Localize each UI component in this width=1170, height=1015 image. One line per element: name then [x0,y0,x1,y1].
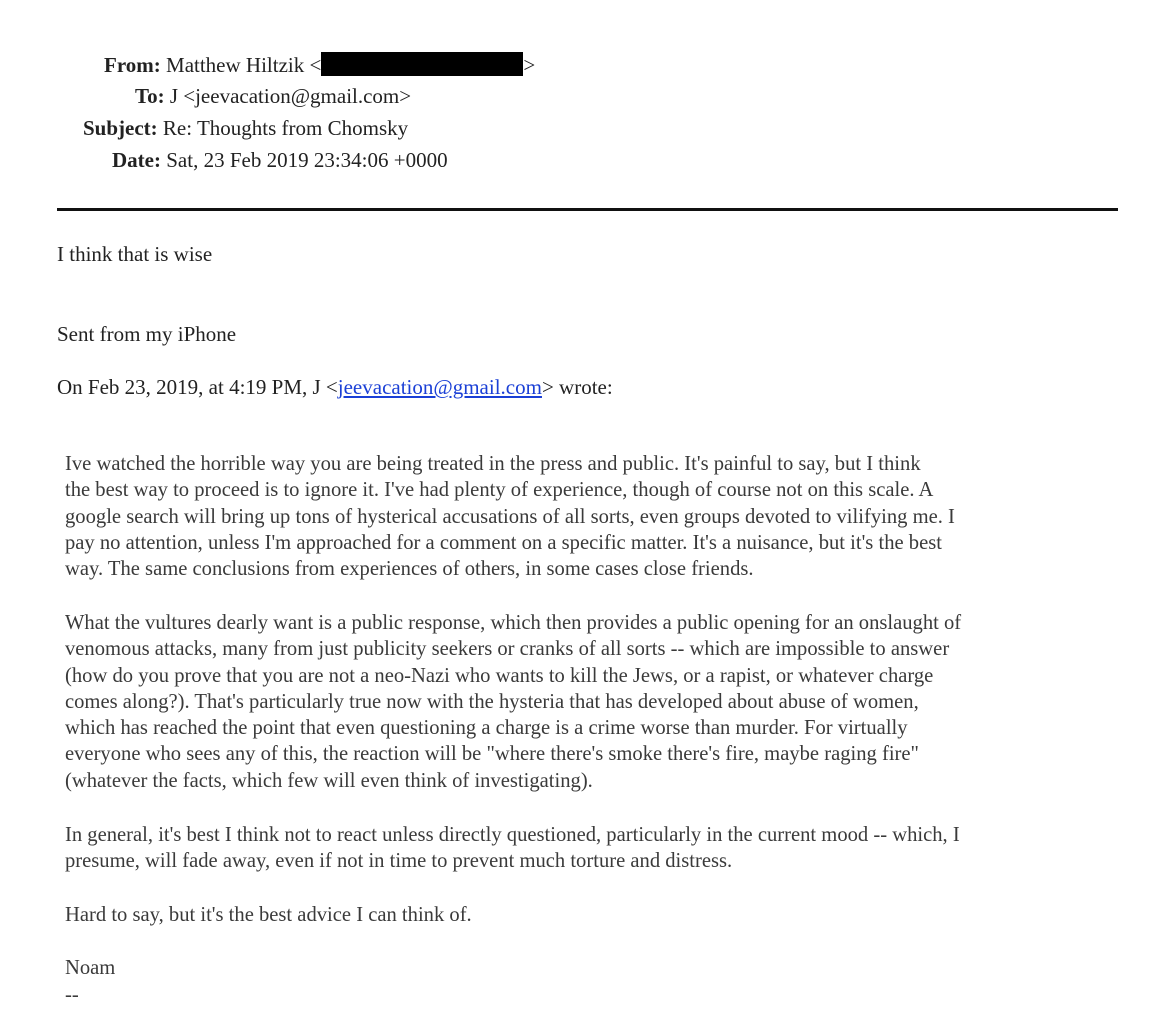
signature-dashes: -- [65,984,79,1006]
subject-value: Re: Thoughts from Chomsky [162,116,409,140]
email-link[interactable]: jeevacation@gmail.com [337,375,542,399]
quoted-paragraph [65,902,472,928]
quoted-line: way. The same conclusions from experiences of others, in some cases close friends. [65,558,754,581]
to-label: To: [135,84,165,108]
quoted-line: which has reached the point that even questioning a charge is a crime worse than murder. For virtually [65,717,908,740]
subject-label: Subject: [83,116,158,140]
from-label: From: [104,53,161,77]
header-divider [57,208,1118,211]
signoff: Noam [65,957,116,979]
quoted-line: venomous attacks, many from just publicity seekers or cranks of all sorts -- which are impossible to answer [65,638,950,661]
from-close: > [523,53,536,77]
quoted-line: presume, will fade away, even if not in time to prevent much torture and distress. [65,850,733,873]
from-row [104,52,535,78]
to-value: J <jeevacation@gmail.com> [169,84,412,108]
from-value: Matthew Hiltzik < [166,53,322,77]
quoted-line: Hard to say, but it's the best advice I can think of. [65,904,472,926]
redaction-bar [321,52,523,76]
attribution-suffix: > wrote: [541,375,613,399]
date-row [112,148,448,173]
quoted-line: pay no attention, unless I'm approached for a comment on a specific matter. It's a nuisance, but it's the best [65,531,942,554]
date-label: Date: [112,148,161,172]
quoted-line: comes along?). That's particularly true now with the hysteria that has developed about abuse of women, [65,690,919,713]
to-row [135,84,411,109]
quoted-paragraph [65,822,960,875]
date-value: Sat, 23 Feb 2019 23:34:06 +0000 [166,148,448,172]
quoted-line: In general, it's best I think not to react unless directly questioned, particularly in the current mood -- which, I [65,824,960,846]
quoted-paragraph [65,451,955,582]
quoted-line: Ive watched the horrible way you are being treated in the press and public. It's painful to say, but I think [65,453,921,475]
quoted-line: What the vultures dearly want is a public response, which then provides a public opening for an onslaught of [65,612,962,634]
quoted-line: (how do you prove that you are not a neo-Nazi who wants to kill the Jews, or a rapist, or whatever charge [65,664,934,687]
quoted-line: everyone who sees any of this, the reaction will be "where there's smoke there's fire, maybe raging fire" [65,743,919,766]
quoted-line: (whatever the facts, which few will even think of investigating). [65,769,593,792]
quote-attribution [57,375,613,400]
quoted-paragraph [65,610,961,794]
attribution-prefix: On Feb 23, 2019, at 4:19 PM, J < [57,375,338,399]
quoted-line: the best way to proceed is to ignore it. I've had plenty of experience, though of course not on this scale. A [65,479,934,502]
reply-signature: Sent from my iPhone [57,322,237,346]
reply-body: I think that is wise [57,242,213,266]
quoted-line: google search will bring up tons of hysterical accusations of all sorts, even groups devoted to vilifying me. I [65,505,955,528]
subject-row [83,116,408,141]
